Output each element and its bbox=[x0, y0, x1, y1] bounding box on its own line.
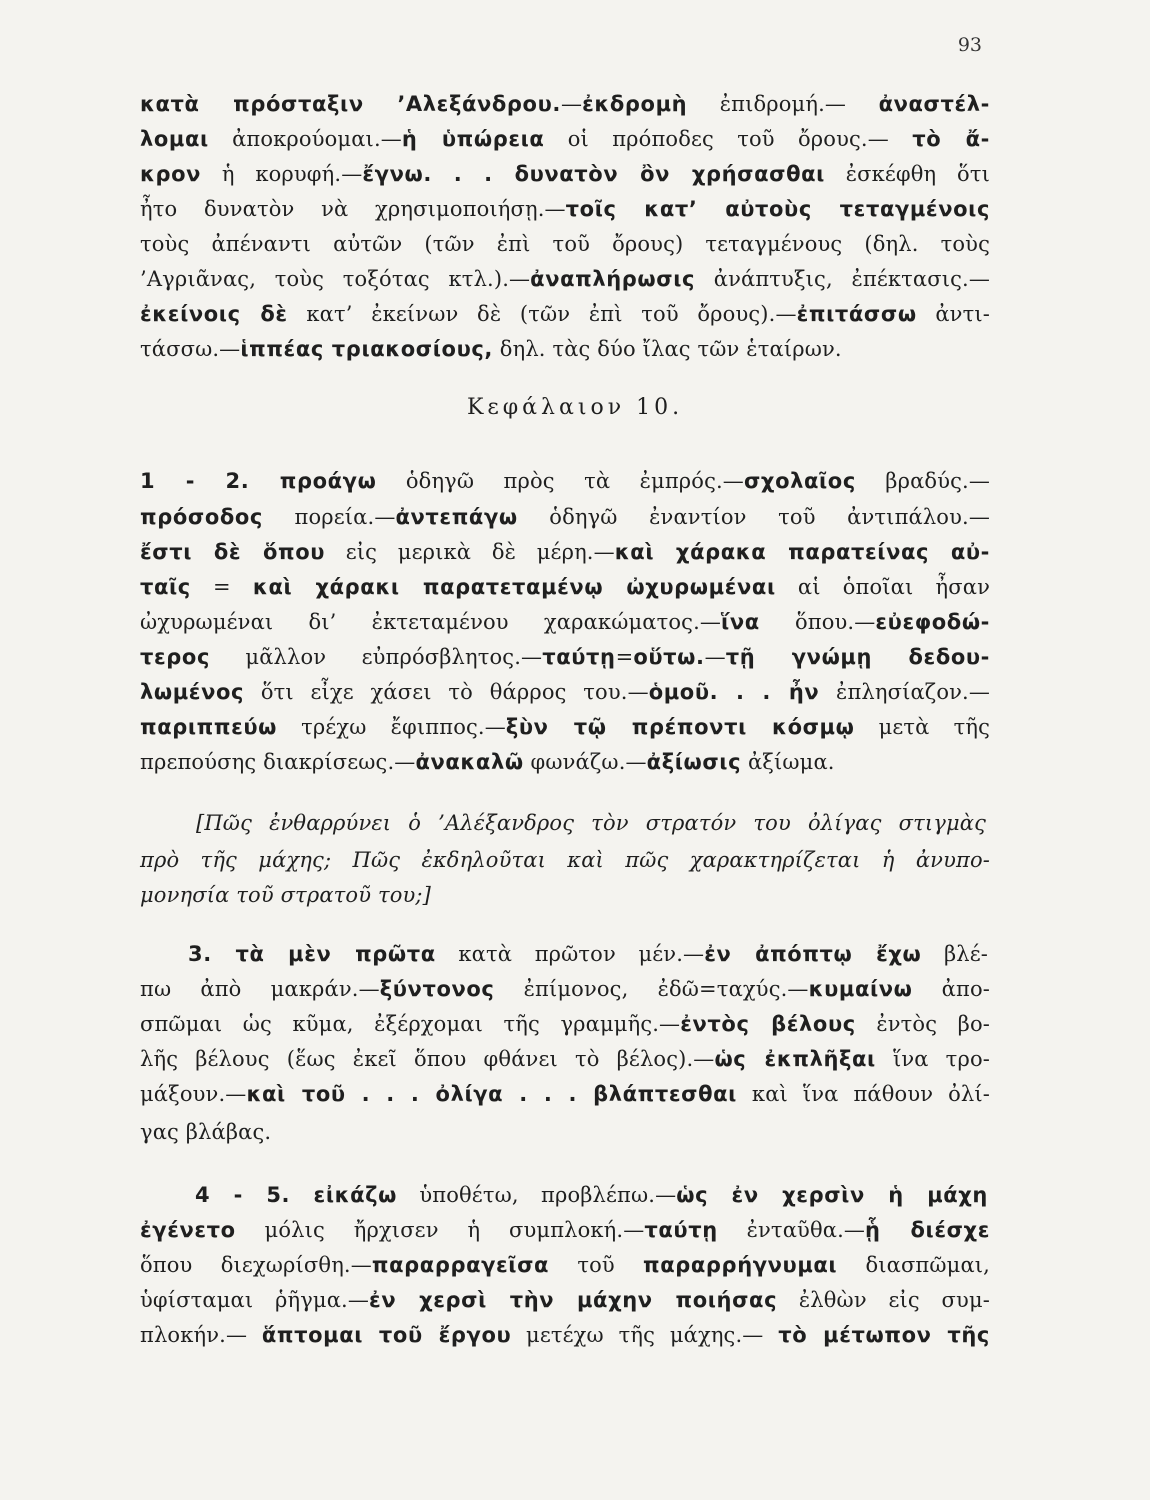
lemma-term: καὶ τοῦ . . . ὀλίγα . . . βλάπτεσθαι bbox=[246, 1082, 737, 1106]
lemma-term: σχολαῖος bbox=[743, 469, 856, 493]
gloss-text: ἐντὸς βο- bbox=[855, 1012, 990, 1036]
lemma-term: ἔγνω. . . δυνατὸν ὂν χρήσασθαι bbox=[362, 162, 825, 186]
lemma-term: τοῖς κατ’ αὐτοὺς τεταγμένοις bbox=[565, 197, 990, 221]
gloss-text: ὅτι εἶχε χάσει τὸ θάρρος του.— bbox=[244, 680, 649, 704]
lemma-term: παραρραγεῖσα bbox=[371, 1253, 550, 1277]
text-line bbox=[140, 1250, 990, 1280]
lemma-term: λομαι bbox=[140, 127, 209, 151]
gloss-text: ἐπίμονος, ἐδῶ=ταχύς.— bbox=[494, 977, 809, 1001]
gloss-text: πλοκήν.— bbox=[140, 1323, 262, 1347]
question-line bbox=[196, 808, 986, 838]
gloss-text: βραδύς.— bbox=[855, 469, 990, 493]
lemma-term: τὸ ἄ- bbox=[912, 127, 990, 151]
gloss-text: διασπῶμαι, bbox=[837, 1253, 990, 1277]
lemma-term: κατὰ πρόσταξιν ’Αλεξάνδρου. bbox=[140, 92, 561, 116]
page-number: 93 bbox=[957, 34, 982, 56]
gloss-text: μάξουν.— bbox=[140, 1082, 247, 1106]
gloss-text: ἀξίωμα. bbox=[741, 750, 835, 774]
question-text: πρὸ τῆς μάχης; Πῶς ἐκδηλοῦται καὶ πῶς χαρακτηρίζεται ἡ ἀνυπο- bbox=[140, 848, 990, 872]
lemma-term: ἐν ἀπόπτῳ ἔχω bbox=[704, 942, 922, 966]
gloss-text: ἡ κορυφή.— bbox=[201, 162, 363, 186]
text-line bbox=[140, 229, 990, 259]
lemma-term: ξὺν τῷ πρέποντι κόσμῳ bbox=[505, 715, 855, 739]
lemma-term: ταύτῃ bbox=[542, 645, 616, 669]
gloss-text: ὅπου.— bbox=[759, 610, 876, 634]
lemma-term: ἀνακαλῶ bbox=[415, 750, 524, 774]
gloss-text: τοῦ bbox=[549, 1253, 644, 1277]
text-line bbox=[195, 1180, 988, 1210]
text-line bbox=[140, 712, 990, 742]
gloss-text: μετέχω τῆς μάχης.— bbox=[511, 1323, 779, 1347]
lemma-term: ἀναστέλ- bbox=[878, 92, 990, 116]
lemma-term: ᾗ διέσχε bbox=[865, 1218, 990, 1242]
gloss-text: καὶ ἵνα πάθουν ὀλί- bbox=[736, 1082, 990, 1106]
lemma-term: ἡ ὑπώρεια bbox=[401, 127, 545, 151]
lemma-term: ὡς ἐν χερσὶν ἡ μάχη bbox=[676, 1183, 988, 1207]
gloss-text: πω ἀπὸ μακράν.— bbox=[140, 977, 380, 1001]
gloss-text: εἰς μερικὰ δὲ μέρη.— bbox=[325, 540, 615, 564]
lemma-term: καὶ χάρακα παρατείνας αὐ- bbox=[614, 540, 990, 564]
gloss-text: ὁδηγῶ ἐναντίον τοῦ ἀντιπάλου.— bbox=[517, 505, 990, 529]
lemma-term: ἀναπλήρωσις bbox=[530, 267, 696, 291]
lemma-term: παραρρήγνυμαι bbox=[643, 1253, 838, 1277]
lemma-term: εὐεφοδώ- bbox=[875, 610, 990, 634]
gloss-text: ὑφίσταμαι ῥῆγμα.— bbox=[140, 1288, 370, 1312]
gloss-text: ὁδηγῶ πρὸς τὰ ἐμπρός.— bbox=[376, 469, 744, 493]
gloss-text: — bbox=[560, 92, 583, 116]
lemma-term: ἐκδρομὴ bbox=[582, 92, 688, 116]
text-line bbox=[140, 1044, 990, 1074]
lemma-term: ἵνα bbox=[721, 610, 760, 634]
gloss-text: ἐπιδρομή.— bbox=[687, 92, 879, 116]
text-line bbox=[140, 264, 990, 294]
question-text: μονησία τοῦ στρατοῦ του;] bbox=[140, 883, 431, 907]
gloss-text: ’Αγριᾶνας, τοὺς τοξότας κτλ.).— bbox=[140, 267, 531, 291]
text-line bbox=[140, 974, 990, 1004]
question-line bbox=[140, 880, 990, 910]
gloss-text: λῆς βέλους (ἕως ἐκεῖ ὅπου φθάνει τὸ βέλος).— bbox=[140, 1047, 715, 1071]
text-line bbox=[140, 502, 990, 532]
lemma-term: παριππεύω bbox=[140, 715, 277, 739]
lemma-term: πρόσοδος bbox=[140, 505, 263, 529]
chapter-heading-text: Κεφάλαιον 10. bbox=[466, 395, 684, 420]
lemma-term: 1 - 2. προάγω bbox=[140, 469, 377, 493]
text-line bbox=[140, 747, 990, 777]
lemma-term: καὶ χάρακι παρατεταμένῳ ὠχυρωμέναι bbox=[252, 575, 776, 599]
lemma-term: οὕτω. bbox=[633, 645, 705, 669]
gloss-text: μόλις ἤρχισεν ἡ συμπλοκή.— bbox=[235, 1218, 645, 1242]
gloss-text: οἱ πρόποδες τοῦ ὄρους.— bbox=[544, 127, 913, 151]
lemma-term: τερος bbox=[140, 645, 210, 669]
text-line bbox=[188, 939, 988, 969]
gloss-text: ὑποθέτω, προβλέπω.— bbox=[397, 1183, 677, 1207]
gloss-text: δηλ. τὰς δύο ἴλας τῶν ἑταίρων. bbox=[492, 337, 842, 361]
text-line bbox=[140, 677, 990, 707]
gloss-text: μετὰ τῆς bbox=[854, 715, 991, 739]
gloss-text: τάσσω.— bbox=[140, 337, 241, 361]
gloss-text: ἐλθὼν εἰς συμ- bbox=[777, 1288, 991, 1312]
gloss-text: — bbox=[704, 645, 726, 669]
gloss-text: ἵνα τρο- bbox=[875, 1047, 990, 1071]
text-line bbox=[140, 334, 990, 364]
lemma-term: τὸ μέτωπον τῆς bbox=[778, 1323, 990, 1347]
gloss-text: ἐπλησίαζον.— bbox=[819, 680, 990, 704]
lemma-term: ἔστι δὲ ὅπου bbox=[140, 540, 326, 564]
lemma-term: ἀξίωσις bbox=[646, 750, 742, 774]
gloss-text: ἀποκρούομαι.— bbox=[208, 127, 402, 151]
gloss-text: βλέ- bbox=[921, 942, 988, 966]
gloss-text: = bbox=[190, 575, 253, 599]
gloss-text: ὅπου διεχωρίσθη.— bbox=[140, 1253, 372, 1277]
text-line bbox=[140, 299, 990, 329]
lemma-term: ἀντεπάγω bbox=[395, 505, 518, 529]
gloss-text: ἀντι- bbox=[916, 302, 990, 326]
text-line bbox=[140, 1009, 990, 1039]
text-line bbox=[140, 89, 990, 119]
gloss-text: τοὺς ἀπέναντι αὐτῶν (τῶν ἐπὶ τοῦ ὄρους) τεταγμένους (δηλ. τοὺς bbox=[140, 232, 990, 256]
gloss-text: ἐσκέφθη ὅτι bbox=[824, 162, 990, 186]
chapter-heading bbox=[0, 395, 1150, 420]
lemma-term: ξύντονος bbox=[379, 977, 495, 1001]
gloss-text: κατ’ ἐκείνων δὲ (τῶν ἐπὶ τοῦ ὄρους).— bbox=[287, 302, 797, 326]
lemma-term: κυμαίνω bbox=[808, 977, 913, 1001]
gloss-text: ἀνάπτυξις, ἐπέκτασις.— bbox=[695, 267, 990, 291]
gloss-text: = bbox=[615, 645, 634, 669]
lemma-term: τῇ γνώμῃ δεδου- bbox=[725, 645, 990, 669]
text-line bbox=[140, 466, 990, 496]
text-line bbox=[140, 607, 990, 637]
text-line bbox=[140, 124, 990, 154]
gloss-text: τρέχω ἔφιππος.— bbox=[277, 715, 506, 739]
lemma-term: λωμένος bbox=[140, 680, 245, 704]
gloss-text: σπῶμαι ὡς κῦμα, ἐξέρχομαι τῆς γραμμῆς.— bbox=[140, 1012, 681, 1036]
gloss-text: πρεπούσης διακρίσεως.— bbox=[140, 750, 416, 774]
text-line bbox=[140, 1215, 990, 1245]
gloss-text: μᾶλλον εὐπρόσβλητος.— bbox=[210, 645, 543, 669]
lemma-term: ταῖς bbox=[140, 575, 191, 599]
gloss-text: ἦτο δυνατὸν νὰ χρησιμοποιήσῃ.— bbox=[140, 197, 566, 221]
text-line bbox=[140, 159, 990, 189]
gloss-text: φωνάζω.— bbox=[523, 750, 647, 774]
lemma-term: ἅπτομαι τοῦ ἔργου bbox=[261, 1323, 512, 1347]
lemma-term: 3. τὰ μὲν πρῶτα bbox=[188, 942, 436, 966]
text-line bbox=[140, 1285, 990, 1315]
gloss-text: ὠχυρωμέναι δι’ ἐκτεταμένου χαρακώματος.— bbox=[140, 610, 722, 634]
question-line bbox=[140, 845, 990, 875]
gloss-text: γας βλάβας. bbox=[140, 1120, 272, 1144]
lemma-term: ἐντὸς βέλους bbox=[680, 1012, 856, 1036]
lemma-term: ἱππέας τριακοσίους, bbox=[240, 337, 493, 361]
gloss-text: αἱ ὁποῖαι ἦσαν bbox=[775, 575, 990, 599]
lemma-term: ἐκείνοις δὲ bbox=[140, 302, 288, 326]
text-line bbox=[140, 537, 990, 567]
gloss-text: κατὰ πρῶτον μέν.— bbox=[435, 942, 705, 966]
lemma-term: ταύτῃ bbox=[644, 1218, 718, 1242]
gloss-text: ἐνταῦθα.— bbox=[717, 1218, 866, 1242]
gloss-text: ἀπο- bbox=[912, 977, 991, 1001]
text-line bbox=[140, 642, 990, 672]
question-text: [Πῶς ἐνθαρρύνει ὁ ’Αλέξανδρος τὸν στρατόν του ὀλίγας στιγμὰς bbox=[196, 811, 986, 835]
lemma-term: ἐγένετο bbox=[140, 1218, 236, 1242]
gloss-text: πορεία.— bbox=[262, 505, 396, 529]
text-line bbox=[140, 194, 990, 224]
lemma-term: ὡς ἐκπλῆξαι bbox=[714, 1047, 876, 1071]
text-line bbox=[140, 572, 990, 602]
text-line bbox=[140, 1079, 990, 1109]
text-line bbox=[140, 1320, 990, 1350]
lemma-term: ὁμοῦ. . . ἦν bbox=[648, 680, 820, 704]
lemma-term: κρον bbox=[140, 162, 202, 186]
lemma-term: ἐν χερσὶ τὴν μάχην ποιήσας bbox=[369, 1288, 778, 1312]
lemma-term: 4 - 5. εἰκάζω bbox=[195, 1183, 398, 1207]
lemma-term: ἐπιτάσσω bbox=[796, 302, 917, 326]
text-line bbox=[140, 1117, 990, 1147]
